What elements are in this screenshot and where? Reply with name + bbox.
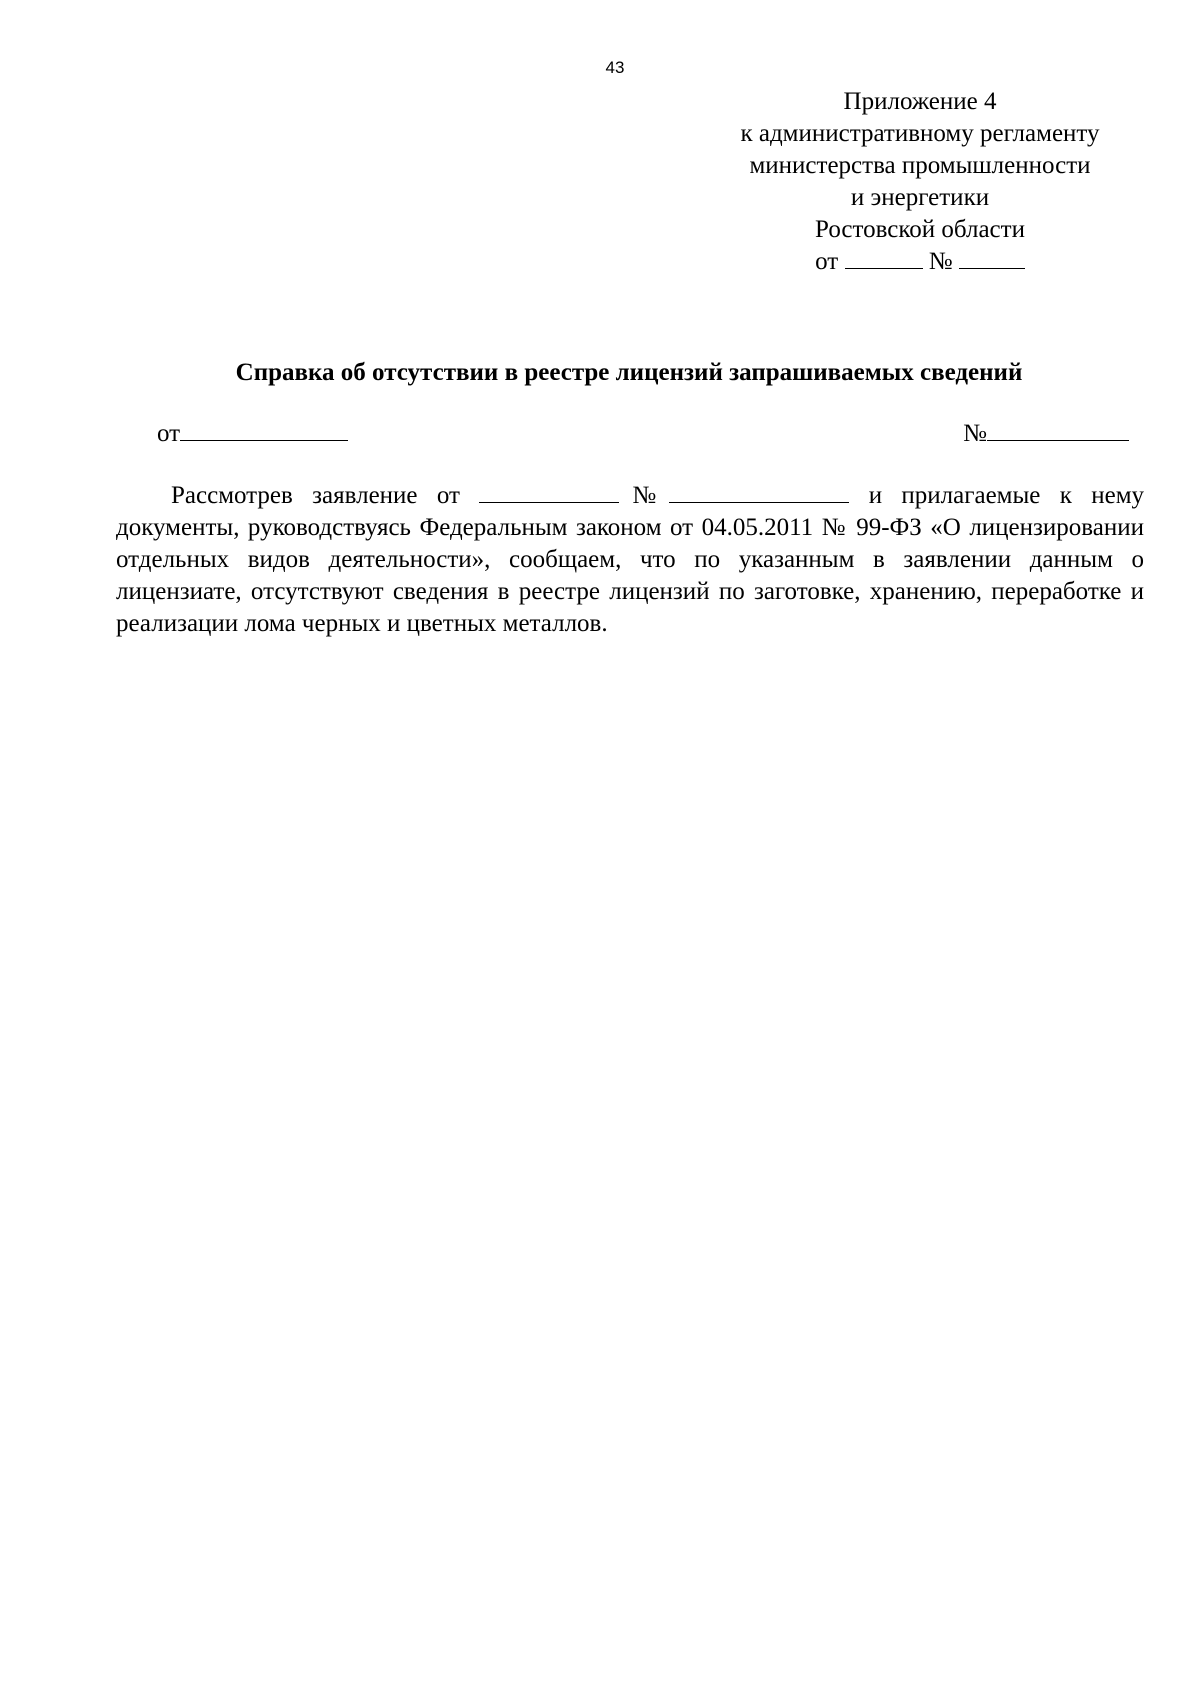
appendix-number-blank [959, 246, 1025, 269]
certificate-date-field [157, 418, 348, 450]
body-part-1: Рассмотрев заявление от [171, 482, 460, 509]
appendix-line-3: министерства промышленности [749, 152, 1091, 179]
page-number: 43 [605, 58, 625, 77]
appendix-date-number-line [700, 246, 1140, 278]
certificate-from-label: от [157, 420, 181, 447]
application-date-blank [479, 482, 619, 503]
body-number-label: № [619, 482, 670, 509]
appendix-line-2: к административному регламенту [740, 120, 1100, 147]
certificate-number-field [963, 418, 1129, 450]
appendix-from-label: от [815, 248, 839, 275]
document-title: Справка об отсутствии в реестре лицензий запрашиваемых сведений [235, 359, 1023, 386]
appendix-date-blank [845, 246, 923, 269]
body-part-2: и прилагаемые к нему документы, руководствуясь Федеральным законом от 04.05.2011 № 99-ФЗ «О лицензировании отдельных видов деятельности», сообщаем, что по указанным в заявлении данным о лицензиате, отсутствуют сведения в реестре лицензий по заготовке, хранению, переработке и реализации лома черных и цветных металлов. [116, 482, 1145, 637]
application-number-blank [669, 482, 849, 503]
certificate-number-blank [987, 418, 1129, 441]
appendix-line-4: и энергетики [850, 184, 990, 211]
certificate-date-blank [180, 418, 348, 441]
appendix-line-5: Ростовской области [815, 216, 1025, 243]
certificate-number-label: № [963, 420, 987, 447]
body-paragraph [116, 480, 1144, 640]
certificate-date-number-row [157, 418, 1129, 452]
appendix-line-1: Приложение 4 [843, 88, 997, 115]
appendix-header [700, 86, 1140, 278]
appendix-number-label: № [928, 248, 953, 275]
